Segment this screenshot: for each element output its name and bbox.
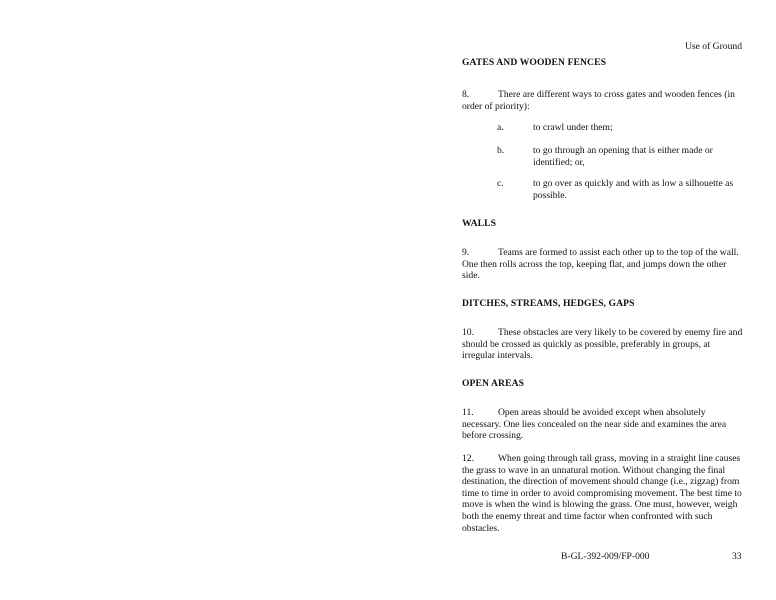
list-letter: c.	[497, 178, 504, 189]
paragraph-number: 11.	[462, 407, 474, 418]
paragraph-number: 9.	[462, 247, 470, 258]
paragraph-number: 8.	[462, 89, 470, 100]
list-letter: b.	[497, 145, 505, 156]
section-heading-walls: WALLS	[462, 218, 497, 229]
paragraph-12	[462, 453, 744, 534]
paragraph-number: 10.	[462, 327, 474, 338]
paragraph-number: 12.	[462, 453, 474, 464]
list-text: to go over as quickly and with as low a silhouette as possible.	[533, 178, 734, 201]
paragraph-11	[462, 407, 744, 442]
list-letter: a.	[497, 122, 504, 133]
paragraph-text: There are different ways to cross gates and wooden fences (in order of priority):	[462, 89, 735, 112]
section-heading-gates: GATES AND WOODEN FENCES	[462, 57, 607, 68]
section-heading-open-areas: OPEN AREAS	[462, 378, 525, 389]
section-heading-ditches: DITCHES, STREAMS, HEDGES, GAPS	[462, 298, 635, 309]
paragraph-9	[462, 247, 744, 282]
paragraph-text: When going through tall grass, moving in a straight line causes the grass to wave in an unnatural motion. Without changing the final destination, the direction of movement should change (i.e., zigzag) from time to time in order to avoid compromising movement. The best time to move is when the wind is blowing the grass. One must, however, weigh both the enemy threat and time factor when confronted with such obstacles.	[462, 453, 742, 534]
paragraph-text: These obstacles are very likely to be covered by enemy fire and should be crossed as quickly as possible, preferably in groups, at irregular intervals.	[462, 327, 743, 362]
list-text: to go through an opening that is either made or identified; or,	[533, 145, 713, 168]
document-code: B-GL-392-009/FP-000	[561, 551, 650, 562]
list-text: to crawl under them;	[533, 122, 613, 133]
page-number: 33	[732, 551, 742, 562]
paragraph-10	[462, 327, 744, 362]
paragraph-text: Teams are formed to assist each other up to the top of the wall. One then rolls across the top, keeping flat, and jumps down the other side.	[462, 247, 739, 282]
paragraph-8	[462, 89, 744, 112]
paragraph-text: Open areas should be avoided except when absolutely necessary. One lies concealed on the near side and examines the area before crossing.	[462, 407, 727, 442]
running-header: Use of Ground	[684, 41, 742, 52]
